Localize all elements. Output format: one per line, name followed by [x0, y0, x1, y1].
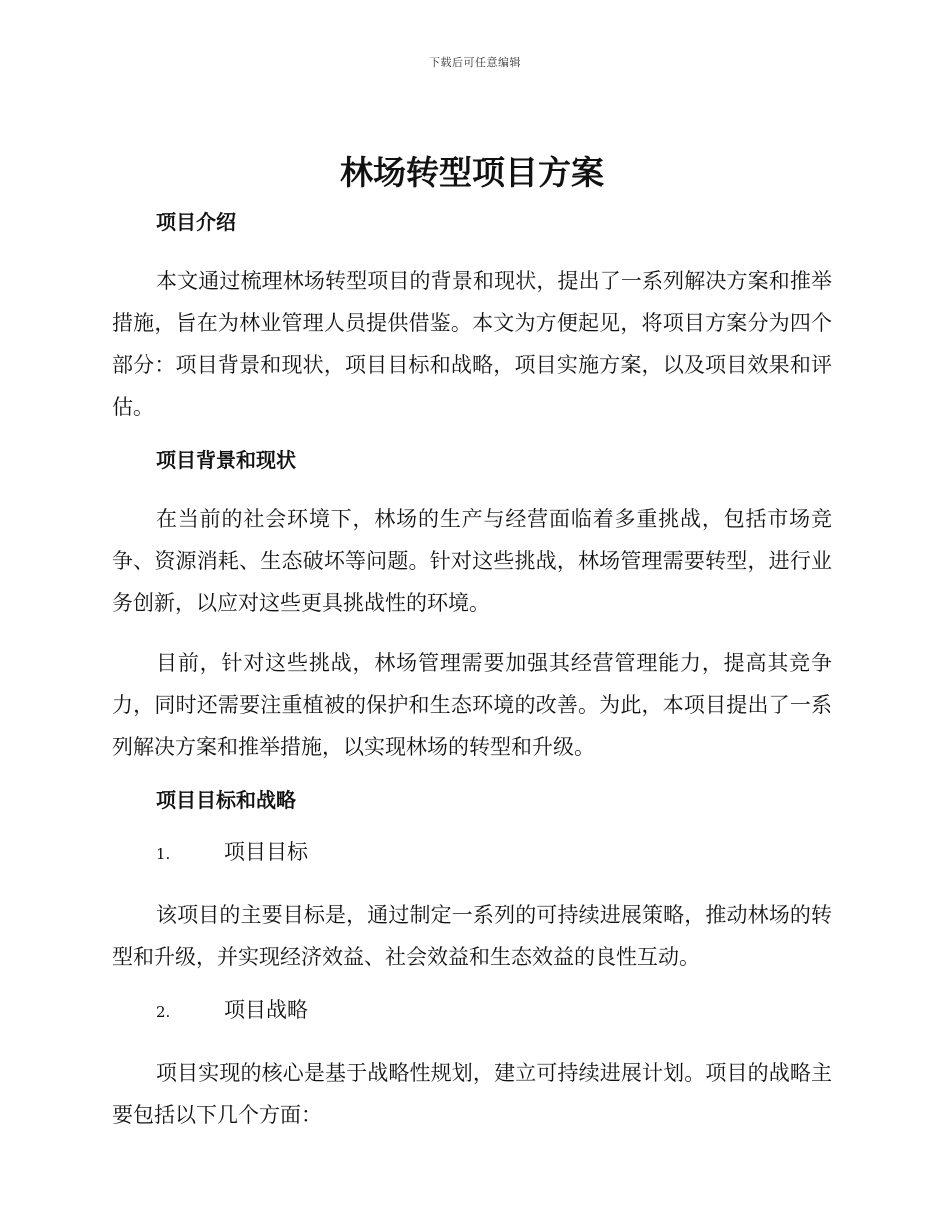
section-heading-background: 项目背景和现状	[156, 448, 296, 472]
section-heading-goals: 项目目标和战略	[156, 788, 296, 812]
numbered-item	[156, 838, 832, 868]
document-title: 林场转型项目方案	[340, 153, 604, 192]
section-heading-intro: 项目介绍	[156, 210, 236, 234]
list-number: 2.	[156, 1003, 171, 1021]
page-header-note: 下载后可任意编辑	[429, 56, 521, 69]
numbered-item	[156, 996, 832, 1026]
list-label: 项目目标	[224, 840, 308, 864]
paragraph: 目前，针对这些挑战，林场管理需要加强其经营管理能力，提高其竞争力，同时还需要注重植被的保护和生态环境的改善。为此，本项目提出了一系列解决方案和推举措施，以实现林场的转型和升级。	[112, 651, 832, 759]
document-body	[112, 150, 832, 1154]
paragraph: 在当前的社会环境下，林场的生产与经营面临着多重挑战，包括市场竞争、资源消耗、生态破坏等问题。针对这些挑战，林场管理需要转型，进行业务创新，以应对这些更具挑战性的环境。	[112, 507, 832, 615]
list-label: 项目战略	[224, 998, 308, 1022]
paragraph: 项目实现的核心是基于战略性规划，建立可持续进展计划。项目的战略主要包括以下几个方面：	[112, 1061, 832, 1127]
paragraph: 本文通过梳理林场转型项目的背景和现状，提出了一系列解决方案和推举措施，旨在为林业管理人员提供借鉴。本文为方便起见，将项目方案分为四个部分：项目背景和现状，项目目标和战略，项目实施方案，以及项目效果和评估。	[112, 269, 832, 419]
list-number: 1.	[156, 845, 171, 863]
paragraph: 该项目的主要目标是，通过制定一系列的可持续进展策略，推动林场的转型和升级，并实现经济效益、社会效益和生态效益的良性互动。	[112, 903, 832, 969]
